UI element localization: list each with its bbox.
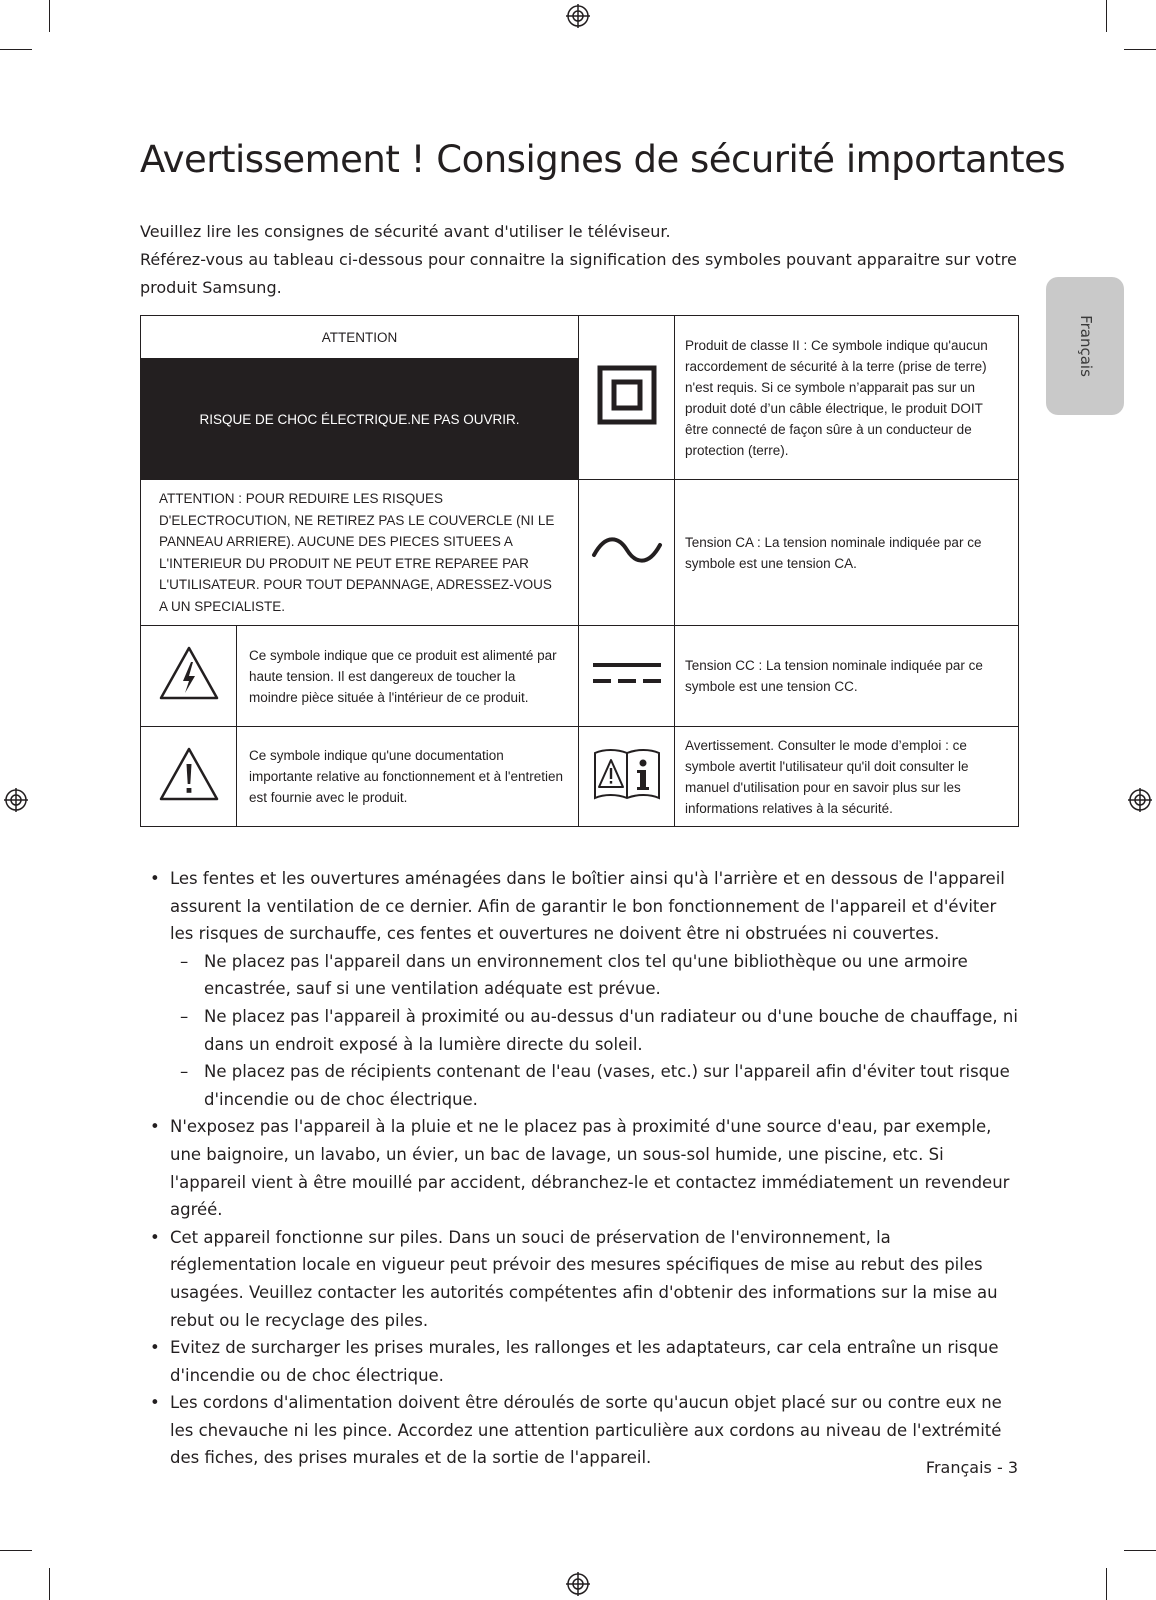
sub-list-item-text: Ne placez pas l'appareil à proximité ou au-dessus d'un radiateur ou d'une bouche de chauffage, ni dans un endroit exposé à la lumière directe du soleil.	[204, 1006, 1018, 1054]
lightning-triangle-icon	[158, 645, 220, 701]
intro-text	[140, 218, 1020, 302]
registration-mark-icon	[1128, 788, 1152, 812]
safety-instructions-list	[150, 865, 1020, 1472]
ac-symbol-cell	[579, 480, 675, 626]
crop-mark	[0, 1550, 32, 1551]
table-row	[141, 480, 1019, 626]
ac-description: Tension CA : La tension nominale indiquée par ce symbole est une tension CA.	[675, 480, 1019, 626]
attention-text: ATTENTION : POUR REDUIRE LES RISQUES D'ELECTROCUTION, NE RETIREZ PAS LE COUVERCLE (NI LE PANNEAU ARRIERE). AUCUNE DES PIECES SITUEES A L'INTERIEUR DU PRODUIT NE PEUT ETRE REPAREE PAR L'UTILISATEUR. POUR TOUT DEPANNAGE, ADRESSEZ-VOUS A UN SPECIALISTE.	[141, 480, 579, 626]
bullet-marker: •	[150, 1393, 160, 1413]
safety-symbols-table	[140, 315, 1019, 827]
documentation-description: Ce symbole indique qu'une documentation importante relative au fonctionnement et à l'entretien est fournie avec le produit.	[237, 727, 579, 827]
sub-list	[170, 948, 1020, 1114]
registration-mark-icon	[566, 4, 590, 28]
dc-symbol-cell	[579, 626, 675, 727]
bullet-marker: •	[150, 1338, 160, 1358]
page-title: Avertissement ! Consignes de sécurité importantes	[140, 138, 1066, 181]
list-item	[150, 1224, 1020, 1334]
registration-mark-icon	[4, 788, 28, 812]
list-item	[150, 1113, 1020, 1223]
dash-marker: –	[180, 1006, 189, 1026]
ac-wave-icon	[591, 535, 663, 565]
manual-description: Avertissement. Consulter le mode d’emploi : ce symbole avertit l'utilisateur qu'il doit consulter le manuel d'utilisation pour en savoir plus sur les informations relatives à la sécurité.	[675, 727, 1019, 827]
list-item-text: Les fentes et les ouvertures aménagées dans le boîtier ainsi qu'à l'arrière et en dessous de l'appareil assurent la ventilation de ce dernier. Afin de garantir le bon fonctionnement de l'appareil et d'éviter les risques de surchauffe, ces fentes et ouvertures ne doivent être ni obstruées ni couvertes.	[170, 869, 1005, 944]
sub-list-item-text: Ne placez pas de récipients contenant de l'eau (vases, etc.) sur l'appareil afin d'éviter tout risque d'incendie ou de choc électrique.	[204, 1062, 1010, 1109]
sub-list-item	[170, 1003, 1020, 1058]
registration-mark-icon	[566, 1572, 590, 1596]
page-number: Français - 3	[925, 1458, 1018, 1477]
exclamation-triangle-icon	[158, 746, 220, 802]
bullet-marker: •	[150, 1117, 160, 1137]
list-item	[150, 865, 1020, 1113]
bullet-marker: •	[150, 1227, 160, 1247]
class2-symbol-cell	[579, 316, 675, 480]
bullet-marker: •	[150, 869, 160, 888]
double-square-icon	[597, 365, 657, 425]
crop-mark	[1124, 49, 1156, 50]
crop-mark	[1124, 1550, 1156, 1551]
crop-mark	[49, 1568, 50, 1600]
list-item	[150, 1334, 1020, 1389]
class2-description: Produit de classe II : Ce symbole indique qu'aucun raccordement de sécurité à la terre (prise de terre) n'est requis. Si ce symbole n’apparait pas sur un produit doté d’un câble électrique, le produit DOIT être connecté de façon sûre à un conducteur de protection (terre).	[675, 316, 1019, 480]
crop-mark	[49, 0, 50, 32]
language-tab[interactable]	[1046, 277, 1124, 415]
list-item-text: Cet appareil fonctionne sur piles. Dans un souci de préservation de l'environnement, la réglementation locale en vigueur peut prévoir des mesures spécifiques de mise au rebut des piles usagées. Veuillez contacter les autorités compétentes afin d'obtenir des informations sur la mise au rebut ou le recyclage des piles.	[170, 1227, 998, 1330]
list-item-text: Evitez de surcharger les prises murales, les rallonges et les adaptateurs, car cela entraîne un risque d'incendie ou de choc électrique.	[170, 1338, 999, 1385]
table-row	[141, 727, 1019, 827]
sub-list-item	[170, 1058, 1020, 1113]
dc-description: Tension CC : La tension nominale indiquée par ce symbole est une tension CC.	[675, 626, 1019, 727]
intro-line: Veuillez lire les consignes de sécurité avant d'utiliser le téléviseur.	[140, 222, 671, 241]
table-row	[141, 316, 1019, 359]
risk-banner: RISQUE DE CHOC ÉLECTRIQUE.NE PAS OUVRIR.	[141, 359, 579, 480]
high-voltage-symbol-cell	[141, 626, 237, 727]
dash-marker: –	[180, 951, 189, 971]
crop-mark	[1106, 0, 1107, 32]
list-item-text: N'exposez pas l'appareil à la pluie et ne le placez pas à proximité d'une source d'eau, par exemple, une baignoire, un lavabo, un évier, un bac de lavage, un sous-sol humide, une piscine, etc. Si l'appareil vient à être mouillé par accident, débranchez-le et contactez immédiatement un revendeur agréé.	[170, 1117, 1010, 1220]
sub-list-item	[170, 948, 1020, 1003]
table-row	[141, 626, 1019, 727]
list-item	[150, 1389, 1020, 1472]
crop-mark	[1106, 1568, 1107, 1600]
dash-marker: –	[180, 1062, 189, 1082]
sub-list-item-text: Ne placez pas l'appareil dans un environnement clos tel qu'une bibliothèque ou une armoire encastrée, sauf si une ventilation adéquate est prévue.	[204, 951, 968, 999]
dc-lines-icon	[591, 660, 663, 686]
consult-manual-icon	[592, 747, 662, 801]
crop-mark	[0, 49, 32, 50]
manual-symbol-cell	[579, 727, 675, 827]
attention-header: ATTENTION	[141, 316, 579, 359]
language-tab-label: Français	[1077, 315, 1095, 377]
list-item-text: Les cordons d'alimentation doivent être déroulés de sorte qu'aucun objet placé sur ou contre eux ne les chevauche ni les pince. Accordez une attention particulière aux cordons au niveau de l'extrémité des fiches, des prises murales et de la sortie de l'appareil.	[170, 1393, 1002, 1468]
high-voltage-description: Ce symbole indique que ce produit est alimenté par haute tension. Il est dangereux de toucher la moindre pièce située à l'intérieur de ce produit.	[237, 626, 579, 727]
warning-symbol-cell	[141, 727, 237, 827]
intro-line: Référez-vous au tableau ci-dessous pour connaitre la signification des symboles pouvant apparaitre sur votre produit Samsung.	[140, 250, 1017, 297]
